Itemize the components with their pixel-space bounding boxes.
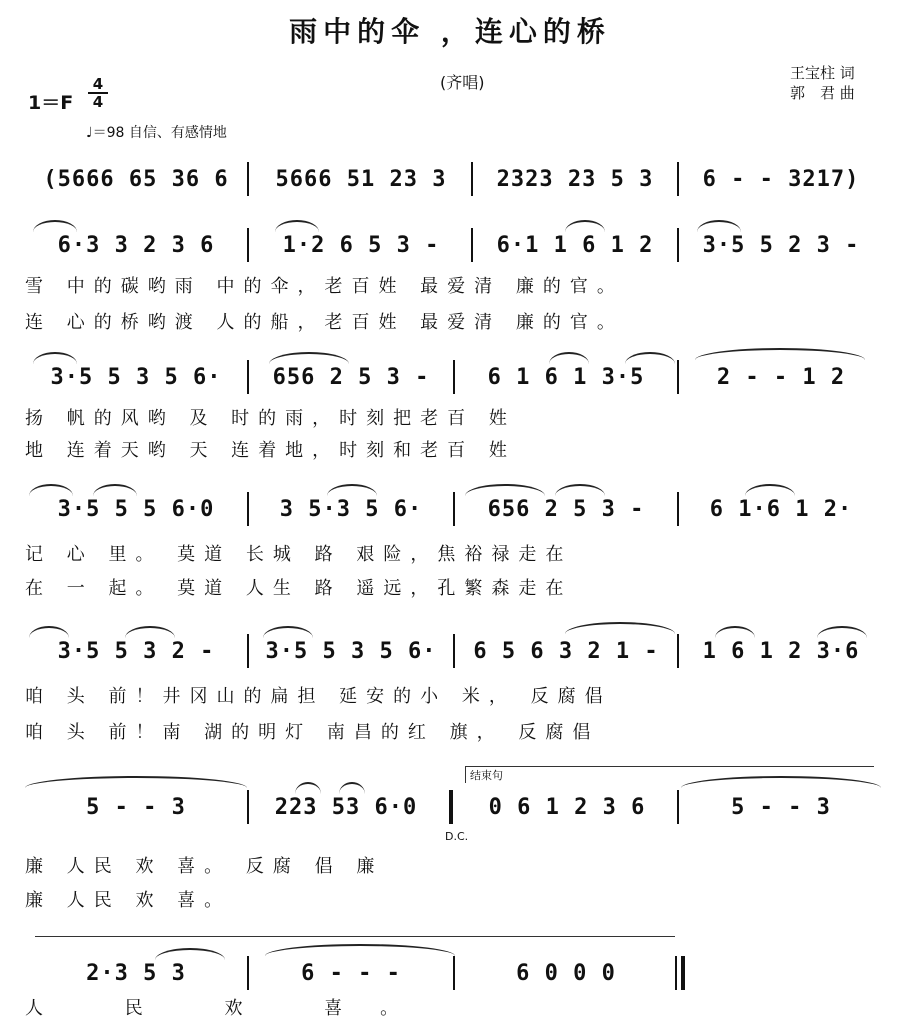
measure: 1 6 1 2 3·6 <box>702 638 860 664</box>
final-barline-thick <box>681 956 685 990</box>
barline <box>453 492 455 526</box>
measure: 6 - - - <box>301 960 401 986</box>
barline <box>453 956 455 990</box>
measure: 2323 23 5 3 <box>496 166 654 192</box>
performance-mode: (齐唱) <box>440 73 485 92</box>
measure: 3·5 5 5 6·0 <box>57 496 215 522</box>
barline <box>247 162 249 196</box>
notes-line <box>25 162 885 196</box>
barline <box>247 956 249 990</box>
measure: 6 0 0 0 <box>516 960 616 986</box>
measure: (5666 65 36 6 <box>43 166 229 192</box>
barline <box>471 228 473 262</box>
measure: 2·3 5 3 <box>86 960 186 986</box>
measure: 6 1 6 1 3·5 <box>487 364 645 390</box>
measure: 6 1·6 1 2· <box>709 496 853 522</box>
measure: 6·1 1 6 1 2 <box>496 232 654 258</box>
ending-line <box>35 936 675 941</box>
barline <box>247 228 249 262</box>
notes-line <box>25 790 885 824</box>
barline <box>247 492 249 526</box>
time-sig-bottom: 4 <box>92 93 104 111</box>
slur <box>25 776 247 788</box>
final-barline-thin <box>675 956 677 990</box>
notes-line <box>25 634 885 668</box>
key-signature: 1＝F <box>28 92 74 114</box>
slur <box>695 348 865 360</box>
measure: 3·5 5 2 3 - <box>702 232 860 258</box>
measure: 5 - - 3 <box>731 794 831 820</box>
barline <box>677 360 679 394</box>
repeat-barline <box>449 790 453 824</box>
measure: 1·2 6 5 3 - <box>282 232 440 258</box>
measure: 6·3 3 2 3 6 <box>57 232 215 258</box>
measure: 2 - - 1 2 <box>716 364 846 390</box>
measure: 6 - - 3217) <box>702 166 860 192</box>
measure: 3·5 5 3 5 6· <box>50 364 222 390</box>
tempo-marking: ♩＝98 自信、有感情地 <box>86 125 227 141</box>
dc-marking: D.C. <box>445 830 469 843</box>
composer-credit: 郭 君 曲 <box>790 84 855 102</box>
measure: 3·5 5 3 2 - <box>57 638 215 664</box>
lyric-line-1: 记 心 里。 莫道 长城 路 艰险，焦裕禄走在 <box>25 544 573 565</box>
notes-line <box>25 956 885 990</box>
lyric-line-2: 廉 人民 欢 喜。 <box>25 890 232 911</box>
lyric-line-1: 人 民 欢 喜。 <box>25 998 437 1019</box>
ending-bracket: 结束句 <box>465 766 874 783</box>
lyric-line-1: 廉 人民 欢 喜。 反腐 倡 廉 <box>25 856 384 877</box>
lyric-line-2: 咱 头 前！南 湖的明灯 南昌的红 旗， 反腐倡 <box>25 722 600 743</box>
lyric-line-2: 连 心的桥哟渡 人的船，老百姓 最爱清 廉的官。 <box>25 312 624 333</box>
notes-line <box>25 228 885 262</box>
measure: 5 - - 3 <box>86 794 186 820</box>
measure: 0 6 1 2 3 6 <box>488 794 646 820</box>
measure: 5666 51 23 3 <box>275 166 447 192</box>
barline <box>453 360 455 394</box>
barline <box>677 228 679 262</box>
barline <box>471 162 473 196</box>
barline <box>677 492 679 526</box>
slur <box>265 944 455 956</box>
song-title: 雨中的伞 ，连心的桥 <box>289 15 611 48</box>
notes-line <box>25 492 885 526</box>
measure: 3·5 5 3 5 6· <box>265 638 437 664</box>
barline <box>677 162 679 196</box>
lyric-line-2: 地 连着天哟 天 连着地，时刻和老百 姓 <box>25 440 516 461</box>
barline <box>247 360 249 394</box>
lyric-line-1: 咱 头 前！井冈山的扁担 延安的小 米， 反腐倡 <box>25 686 612 707</box>
measure: 6 5 6 3 2 1 - <box>473 638 659 664</box>
measure: 223 53 6·0 <box>274 794 418 820</box>
lyricist-credit: 王宝柱 词 <box>790 64 855 82</box>
slur <box>565 622 675 634</box>
lyric-line-1: 扬 帆的风哟 及 时的雨，时刻把老百 姓 <box>25 408 516 429</box>
measure: 656 2 5 3 - <box>272 364 430 390</box>
barline <box>453 634 455 668</box>
time-sig-top: 4 <box>92 75 104 93</box>
lyric-line-1: 雪 中的碳哟雨 中的伞，老百姓 最爱清 廉的官。 <box>25 276 624 297</box>
notes-line <box>25 360 885 394</box>
measure: 656 2 5 3 - <box>487 496 645 522</box>
barline <box>247 634 249 668</box>
barline <box>247 790 249 824</box>
barline <box>677 790 679 824</box>
time-signature <box>88 76 108 110</box>
measure: 3 5·3 5 6· <box>279 496 423 522</box>
barline <box>677 634 679 668</box>
lyric-line-2: 在 一 起。 莫道 人生 路 遥远，孔繁森走在 <box>25 578 573 599</box>
